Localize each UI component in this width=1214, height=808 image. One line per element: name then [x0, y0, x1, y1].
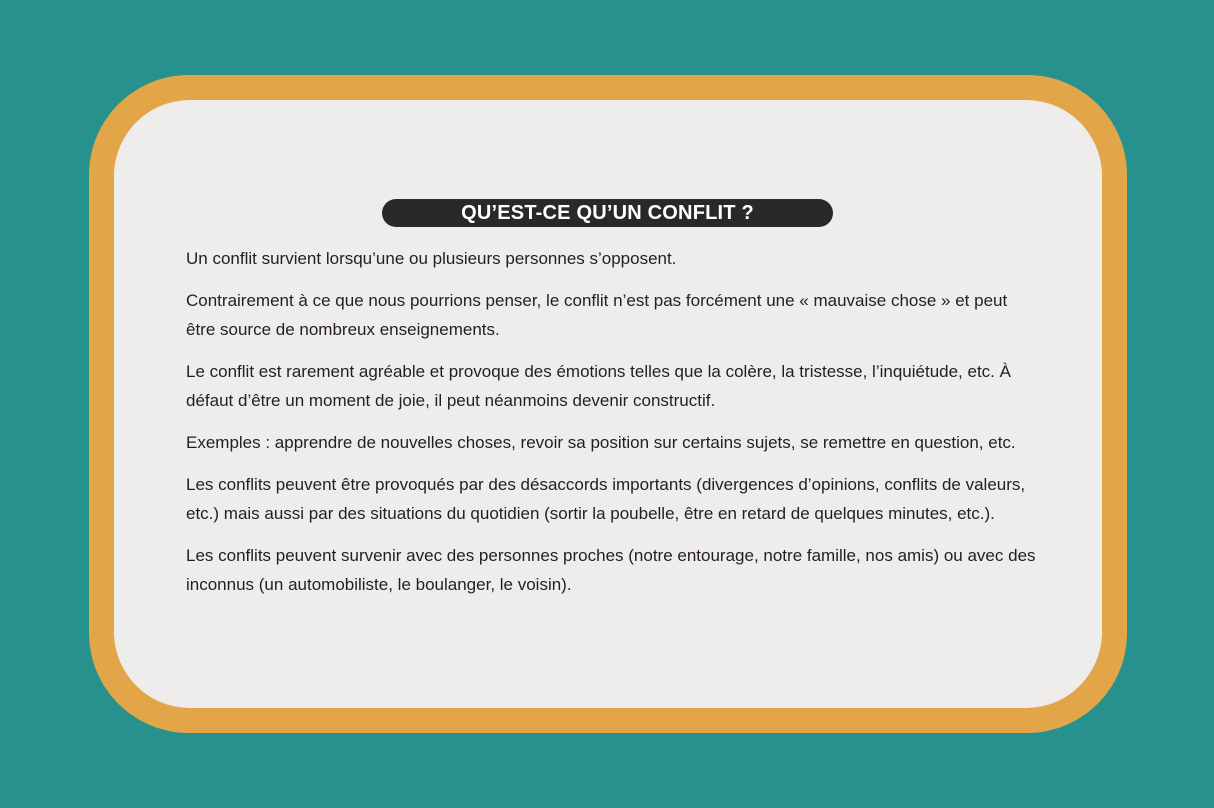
paragraph-definition: Un conflit survient lorsqu’une ou plusieurs personnes s’opposent.: [186, 249, 677, 268]
paragraph-causes: Les conflits peuvent être provoqués par des désaccords importants (divergences d’opinions, conflits de valeurs, etc.) mais aussi par des situations du quotidien (sortir la poubelle, être en retard de quelques minutes, etc.).: [186, 475, 1026, 523]
paragraph-examples: Exemples : apprendre de nouvelles choses, revoir sa position sur certains sujets, se remettre en question, etc.: [186, 433, 1016, 452]
paragraph-emotions: Le conflit est rarement agréable et provoque des émotions telles que la colère, la tristesse, l’inquiétude, etc. À défaut d’être un moment de joie, il peut néanmoins devenir constructif.: [186, 362, 1011, 410]
card-body: [186, 244, 1036, 612]
paragraph-not-bad-thing: Contrairement à ce que nous pourrions penser, le conflit n’est pas forcément une « mauvaise chose » et peut être source de nombreux enseignements.: [186, 291, 1008, 339]
card-title: QU’EST-CE QU’UN CONFLIT ?: [382, 199, 833, 227]
paragraph-people: Les conflits peuvent survenir avec des personnes proches (notre entourage, notre famille, nos amis) ou avec des inconnus (un automobiliste, le boulanger, le voisin).: [186, 546, 1036, 594]
